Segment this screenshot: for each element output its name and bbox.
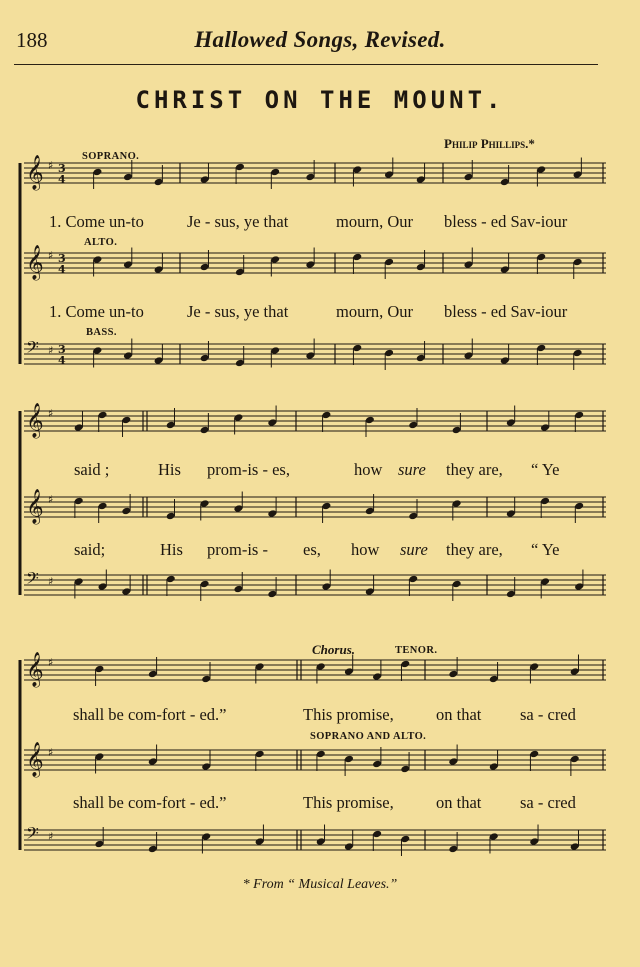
lyric-syllable: said ; — [74, 460, 110, 479]
lyric-syllable: sa - cred — [520, 705, 576, 724]
time-sig-top: 3 — [58, 162, 66, 175]
time-sig-bottom: 4 — [58, 354, 66, 367]
lyric-syllable: on that — [436, 705, 482, 724]
lyric-syllable: prom-is - — [207, 540, 268, 559]
time-sig-bottom: 4 — [58, 173, 66, 186]
treble-clef: 𝄞 — [26, 652, 44, 687]
soprano-alto-label: SOPRANO AND ALTO. — [310, 731, 427, 742]
key-sharp: ♯ — [48, 746, 54, 759]
key-sharp: ♯ — [48, 830, 54, 843]
lyric-syllable: Je - sus, ye that — [187, 302, 289, 321]
key-sharp: ♯ — [48, 656, 54, 669]
lyric-syllable: sa - cred — [520, 793, 576, 812]
lyric-syllable: mourn, Our — [336, 212, 413, 231]
key-sharp: ♯ — [48, 407, 54, 420]
footnote: * From “ Musical Leaves.” — [242, 877, 398, 892]
treble-clef: 𝄞 — [26, 489, 44, 524]
lyric-syllable: they are, — [446, 540, 503, 559]
time-sig-top: 3 — [58, 252, 66, 265]
bass-label: BASS. — [86, 327, 117, 338]
key-sharp: ♯ — [48, 493, 54, 506]
lyric-syllable: said; — [74, 540, 106, 559]
key-sharp: ♯ — [48, 575, 54, 588]
treble-clef: 𝄞 — [26, 155, 44, 190]
treble-clef: 𝄞 — [26, 403, 44, 438]
lyric-syllable: bless - ed Sav-iour — [444, 212, 568, 231]
soprano-label: SOPRANO. — [82, 151, 140, 162]
lyric-syllable: mourn, Our — [336, 302, 413, 321]
bass-clef: 𝄢 — [26, 568, 39, 592]
lyric-syllable: 1. Come un-to — [49, 302, 144, 321]
lyric-syllable: bless - ed Sav-iour — [444, 302, 568, 321]
composer-credit: Philip Phillips.* — [444, 136, 535, 151]
running-head: Hallowed Songs, Revised. — [194, 27, 446, 52]
bass-clef: 𝄢 — [26, 337, 39, 361]
time-sig-top: 3 — [58, 343, 66, 356]
chorus-label: Chorus. — [312, 642, 355, 657]
treble-clef: 𝄞 — [26, 245, 44, 280]
bass-clef: 𝄢 — [26, 823, 39, 847]
tenor-label: TENOR. — [395, 645, 438, 656]
lyric-syllable: 1. Come un-to — [49, 212, 144, 231]
lyric-syllable: shall be com-fort - ed.” — [73, 793, 227, 812]
treble-clef: 𝄞 — [26, 742, 44, 777]
lyric-syllable: His — [158, 460, 181, 479]
lyric-syllable: This promise, — [303, 705, 394, 724]
lyric-syllable: they are, — [446, 460, 503, 479]
lyric-syllable: on that — [436, 793, 482, 812]
lyric-syllable: This promise, — [303, 793, 394, 812]
lyric-syllable: how — [354, 460, 383, 479]
key-sharp: ♯ — [48, 344, 54, 357]
lyric-syllable: His — [160, 540, 183, 559]
lyric-syllable: sure — [400, 540, 428, 559]
lyric-syllable: “ Ye — [531, 460, 560, 479]
hymn-title: CHRIST ON THE MOUNT. — [135, 86, 505, 114]
page-number: 188 — [16, 28, 48, 52]
lyric-syllable: prom-is - es, — [207, 460, 290, 479]
lyric-syllable: shall be com-fort - ed.” — [73, 705, 227, 724]
lyric-syllable: sure — [398, 460, 426, 479]
lyric-syllable: Je - sus, ye that — [187, 212, 289, 231]
lyric-syllable: how — [351, 540, 380, 559]
time-sig-bottom: 4 — [58, 263, 66, 276]
lyric-syllable: “ Ye — [531, 540, 560, 559]
alto-label: ALTO. — [84, 237, 118, 248]
lyric-syllable: es, — [303, 540, 321, 559]
key-sharp: ♯ — [48, 159, 54, 172]
key-sharp: ♯ — [48, 249, 54, 262]
